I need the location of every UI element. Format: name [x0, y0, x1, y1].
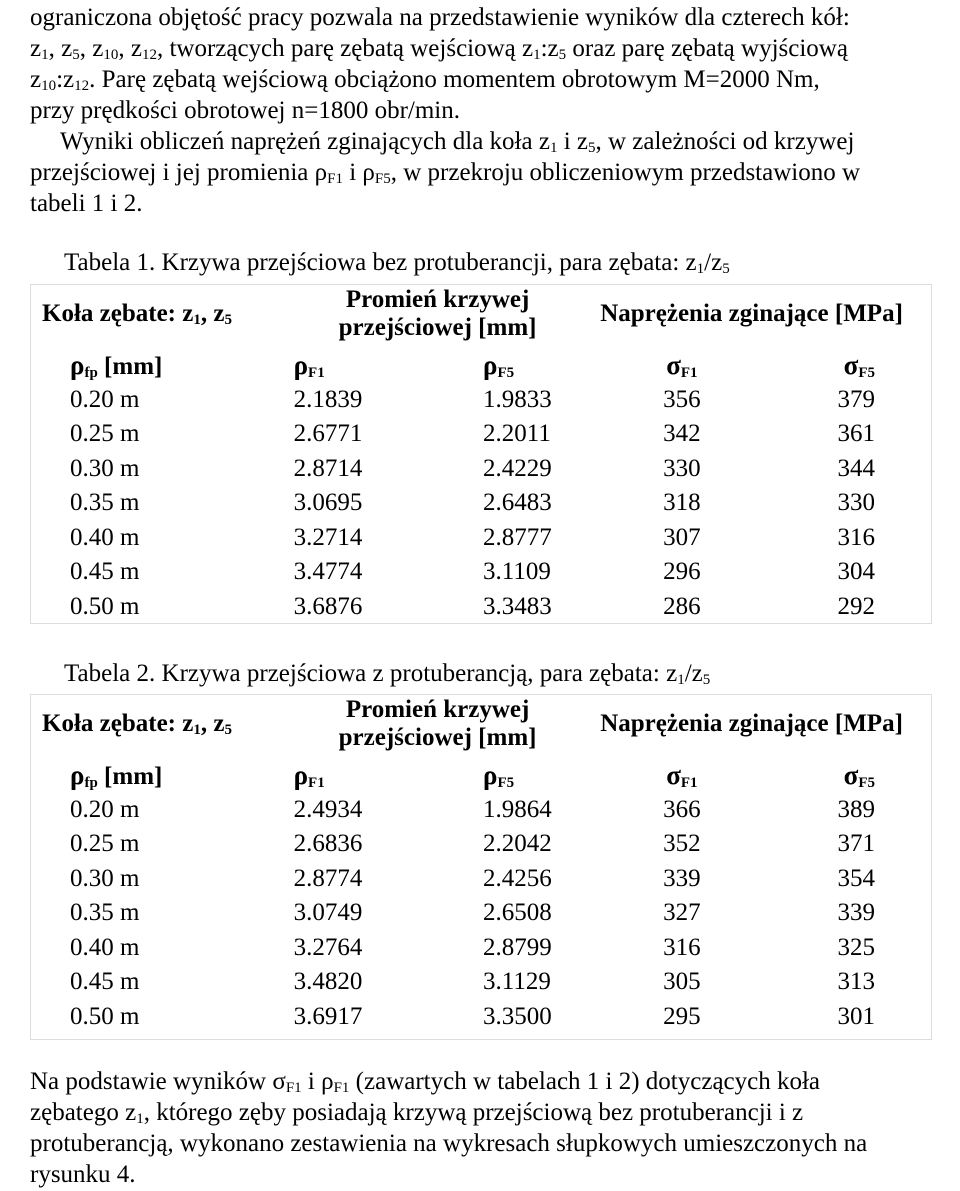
conclusion-paragraph: [30, 1066, 930, 1190]
table1-sub-rho-f1: $\rho_{F1}$: [293, 350, 325, 381]
table1-sub-sigma-f1: $\sigma_{F1}$: [666, 350, 698, 381]
table-row: 0.50 m 3.6917 3.3500 295 301: [70, 1002, 875, 1030]
intro-paragraph: [30, 2, 930, 126]
table1-sub-rho-f5: $\rho_{F5}$: [483, 350, 515, 381]
table2-subheader-row: [30, 754, 930, 792]
table-row: 0.35 m 3.0749 2.6508 327 339: [70, 899, 875, 927]
table2-sub-sigma-f1: $\sigma_{F1}$: [666, 760, 698, 791]
table1-head-stress: Naprężenia zginające [MPa]: [600, 300, 903, 327]
table-row: 0.50 m 3.6876 3.3483 286 292: [70, 592, 875, 620]
table-row: 0.30 m 2.8714 2.4229 330 344: [70, 454, 875, 482]
conclusion-line-3: protuberancją, wykonano zestawienia na wykresach słupkowych umieszczonych na: [30, 1130, 868, 1157]
conclusion-line-1: Na podstawie wyników $\sigma_{F1}$ i $\rho_{F1}$ (zawartych w tabelach 1 i 2) dotyczących koła: [30, 1068, 821, 1096]
results-paragraph: [30, 126, 930, 219]
table1: [30, 284, 930, 344]
table-row: 0.20 m 2.4934 1.9864 366 389: [70, 795, 875, 823]
intro-line-1: ograniczona objętość pracy pozwala na przedstawienie wyników dla czterech kół:: [30, 4, 850, 31]
conclusion-line-4: rysunku 4.: [30, 1161, 136, 1188]
table2: [30, 694, 930, 754]
results-line-2: przejściowej i jej promienia $\rho_{F1}$ i $\rho_{F5}$, w przekroju obliczeniowym przedstawiono w: [30, 159, 861, 187]
table2-head-gears: Koła zębate: $z_1$, $z_5$: [42, 710, 232, 738]
table-row: 0.35 m 3.0695 2.6483 318 330: [70, 489, 875, 517]
table2-head-radius: Promień krzywej przejściowej [mm]: [338, 696, 537, 751]
table-row: 0.45 m 3.4774 3.1109 296 304: [70, 558, 875, 586]
table1-body: [30, 344, 930, 624]
conclusion-line-2: zębatego $z_1$, którego zęby posiadają krzywą przejściową bez protuberancji i z: [30, 1099, 804, 1127]
intro-line-3: $z_{10}:z_{12}$. Parę zębatą wejściową obciążono momentem obrotowym M=2000 Nm,: [30, 66, 820, 94]
table1-caption: Tabela 1. Krzywa przejściowa bez protuberancji, para zębata: $z_1/z_5$: [64, 249, 730, 277]
table2-sub-rho-f5: $\rho_{F5}$: [483, 760, 515, 791]
results-line-3: tabeli 1 i 2.: [30, 190, 143, 217]
table1-header-row: [30, 284, 930, 344]
table1-sub-rho-fp: $\rho_{fp}$ [mm]: [70, 350, 163, 381]
table2-head-stress: Naprężenia zginające [MPa]: [600, 710, 903, 737]
table1-head-gears: Koła zębate: $z_1$, $z_5$: [42, 300, 232, 328]
table2-sub-rho-f1: $\rho_{F1}$: [293, 760, 325, 791]
table-row: 0.20 m 2.1839 1.9833 356 379: [70, 385, 875, 413]
table2-sub-rho-fp: $\rho_{fp}$ [mm]: [70, 760, 163, 791]
table2-caption: Tabela 2. Krzywa przejściowa z protuberancją, para zębata: $z_1/z_5$: [64, 660, 711, 688]
table2-header-row: [30, 694, 930, 754]
intro-line-2: $z_1$, $z_5$, $z_{10}$, $z_{12}$, tworzących parę zębatą wejściową $z_1:z_5$ oraz parę zębatą wyjściową: [30, 35, 848, 63]
table1-subheader-row: [30, 344, 930, 382]
table-row: 0.25 m 2.6771 2.2011 342 361: [70, 420, 875, 448]
table1-sub-sigma-f5: $\sigma_{F5}$: [843, 350, 875, 381]
results-line-1: Wyniki obliczeń naprężeń zginających dla koła $z_1$ i $z_5$, w zależności od krzywej: [60, 128, 855, 156]
table-row: 0.30 m 2.8774 2.4256 339 354: [70, 864, 875, 892]
table2-body: [30, 754, 930, 1034]
table-row: 0.40 m 3.2764 2.8799 316 325: [70, 933, 875, 961]
table2-sub-sigma-f5: $\sigma_{F5}$: [843, 760, 875, 791]
table-row: 0.40 m 3.2714 2.8777 307 316: [70, 523, 875, 551]
table-row: 0.25 m 2.6836 2.2042 352 371: [70, 830, 875, 858]
table1-head-radius: Promień krzywej przejściowej [mm]: [338, 286, 537, 341]
table-row: 0.45 m 3.4820 3.1129 305 313: [70, 968, 875, 996]
intro-line-4: przy prędkości obrotowej n=1800 obr/min.: [30, 97, 460, 124]
